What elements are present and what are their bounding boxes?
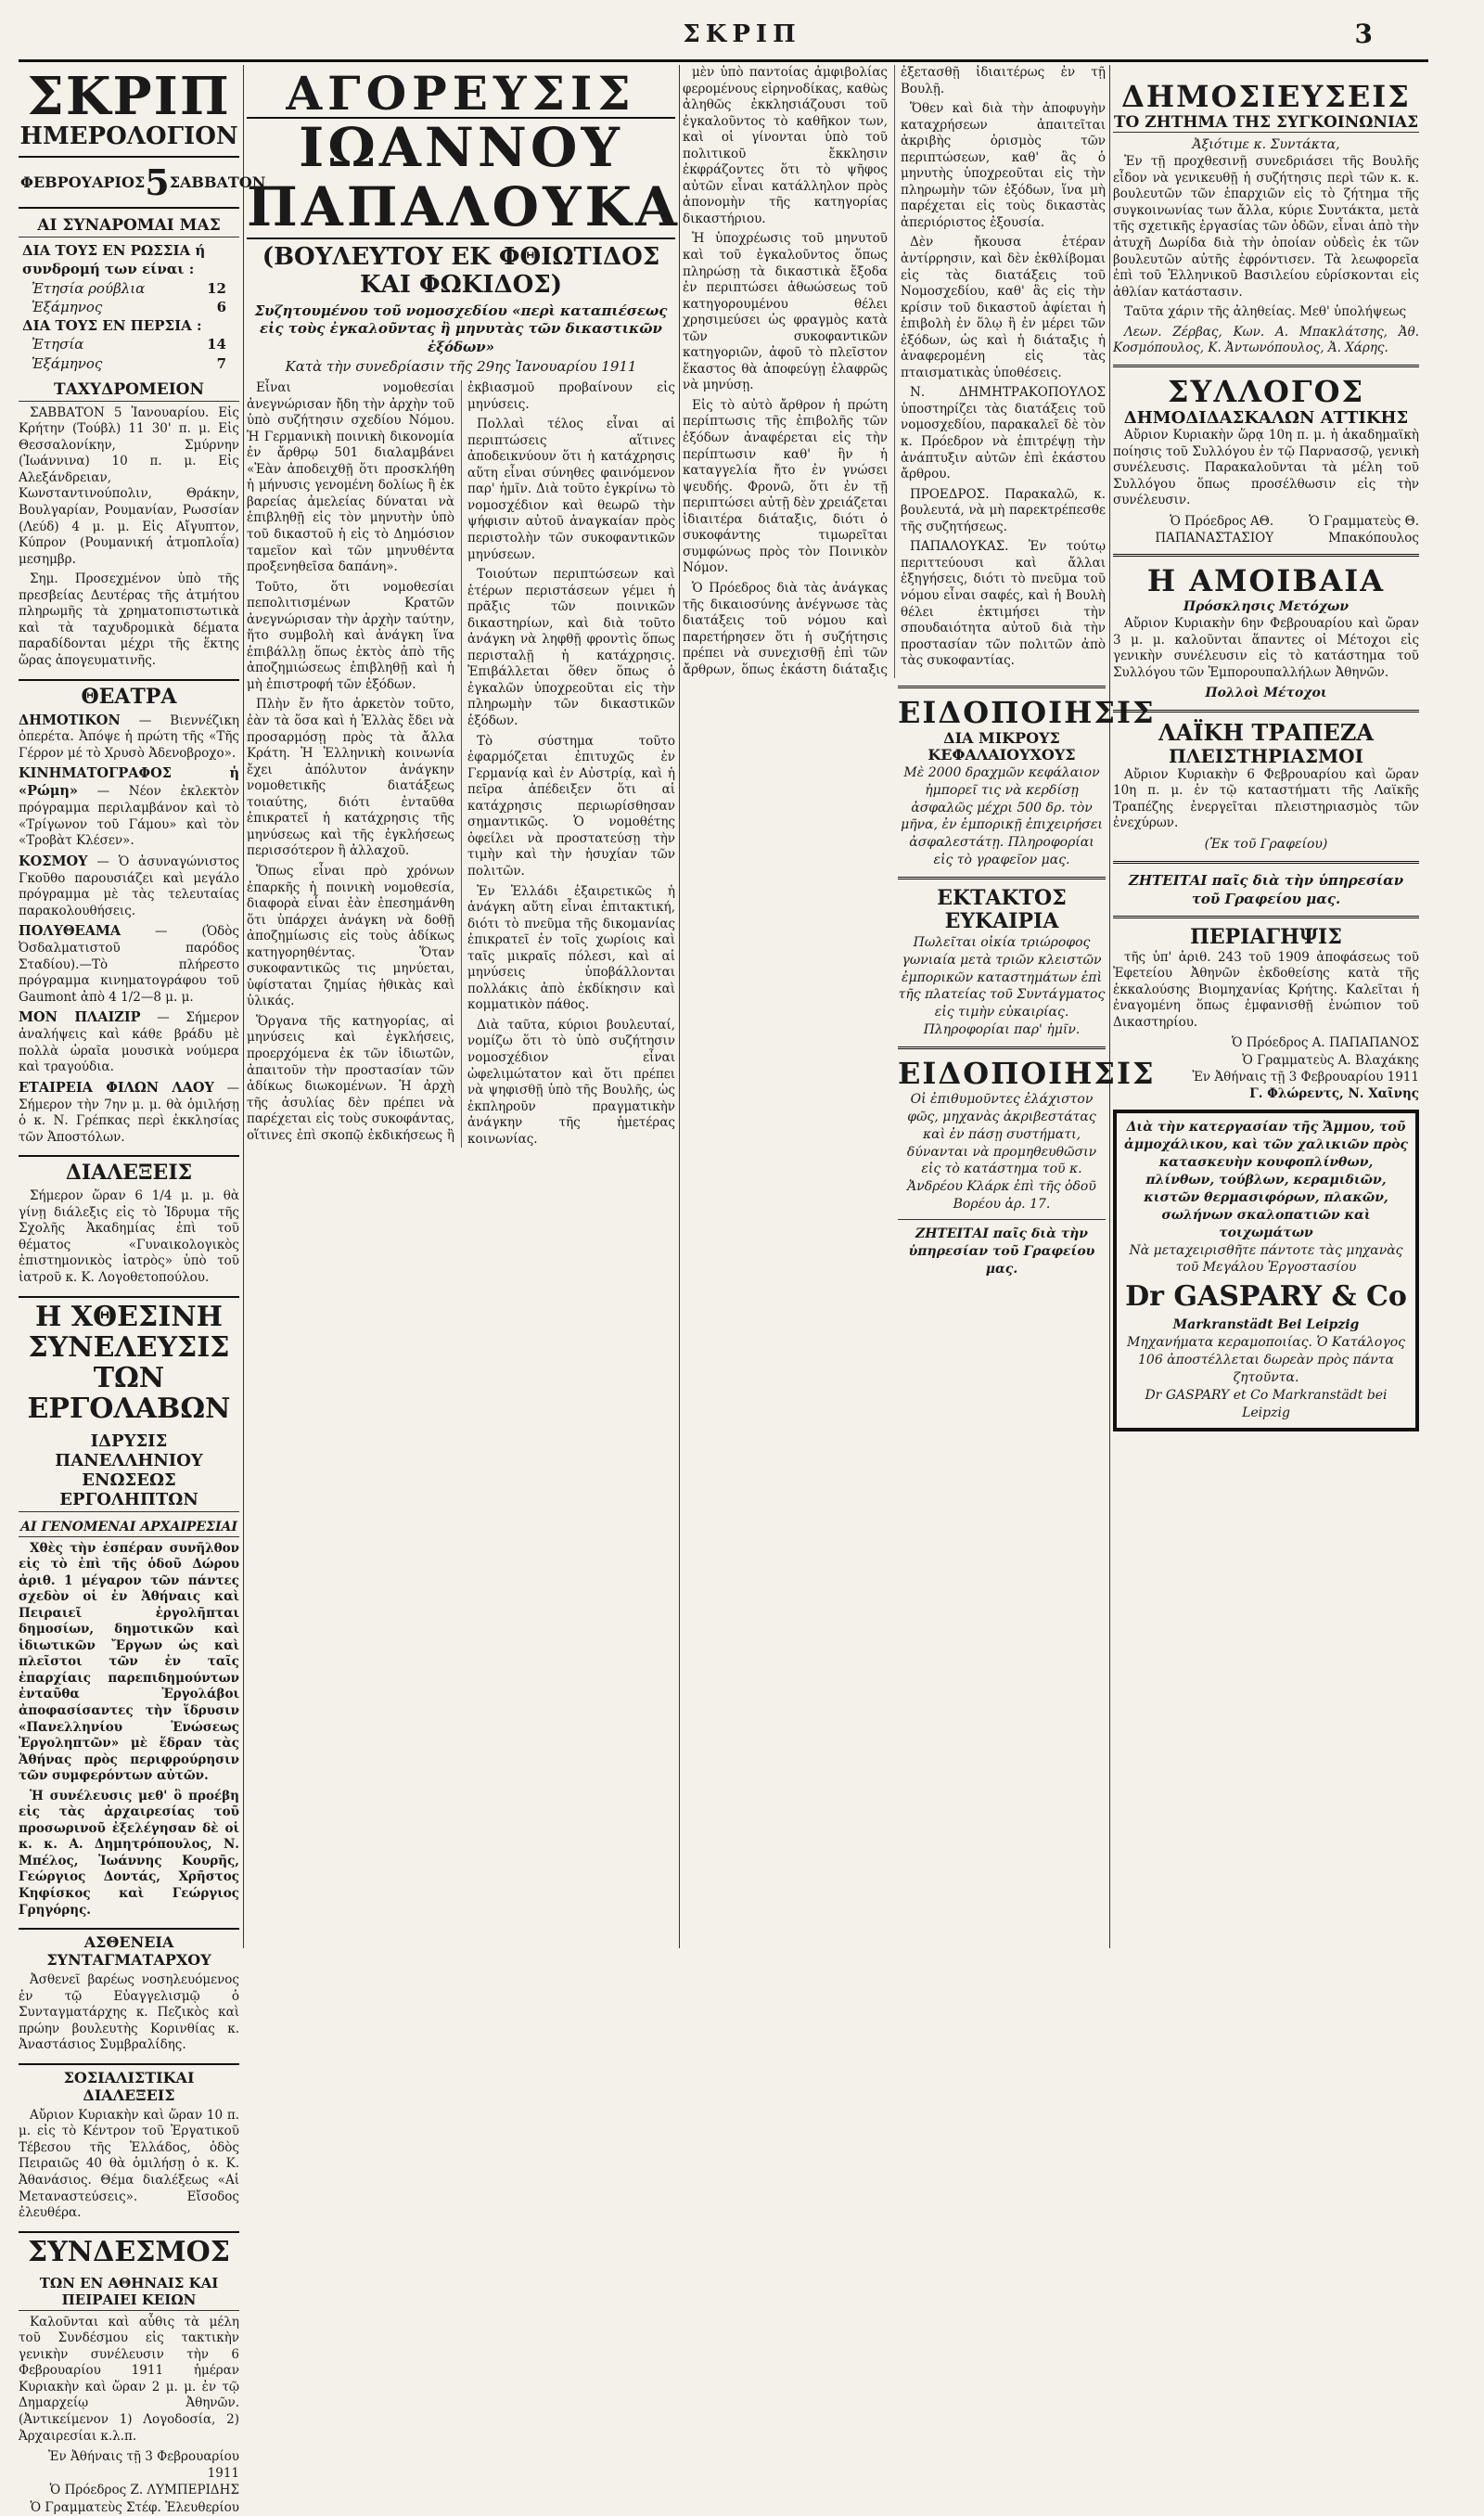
post-title: ΤΑΧΥΔΡΟΜΕΙΟΝ [19, 380, 239, 402]
post-text: ΣΑΒΒΑΤΟΝ 5 Ἰανουαρίου. Εἰς Κρήτην (Τούβλ) 11 30' π. μ. Εἰς Θεσσαλονίκην, Σμύρνην (Ἰωάννινα) 10 π. μ. Εἰς Αλεξάνδρειαν, Κωνσταντινούπολιν, Θράκην, Βουλγαρίαν, Ρουμανίαν, Ρωσσίαν (Λεύδ) 4 μ. μ. Εἰς Αἴγυπτον, Κύπρον (Ρουμανική ἀτμοπλοΐα) μεσημβρ. [19, 404, 239, 567]
union-signatures: Ἐν Ἀθήναις τῇ 3 Φεβρουαρίου 1911 Ὁ Πρόεδρος Ζ. ΛΥΜΠΕΡΙΔΗΣ Ὁ Γραμματεὺς Στέφ. Ἐλευθερίου [30, 2449, 239, 2515]
opportunity-text: Πωλεῖται οἰκία τριώροφος γωνιαία μετὰ τριῶν κλειστῶν ἐμπορικῶν καταστημάτων ἐπὶ τῆς πλατείας τοῦ Συντάγματος εἰς τιμὴν εὐκαιρίας. Πληροφορίαι παρ' ἡμῖν. [898, 934, 1106, 1038]
article-paragraph: Τὸ σύστημα τοῦτο ἐφαρμόζεται ἐπιτυχῶς ἐν Γερμανίᾳ καὶ ἐν Αὐστρίᾳ, καὶ ἡ πεῖρα ἀπέδειξεν ὅτι αἱ κατάχρησις περιωρίσθησαν σημαντικῶς. Ὁ νομοθέτης ὀφείλει νὰ προστατεύσῃ τὴν τιμὴν καὶ τὴν ἡσυχίαν τῶν πολιτῶν. [467, 733, 675, 879]
meeting-subtitle: ΙΔΡΥΣΙΣ ΠΑΝΕΛΛΗΝΙΟΥ ΕΝΩΣΕΩΣ ΕΡΓΟΛΗΠΤΩΝ [19, 1431, 239, 1512]
article-paragraph: Τοιούτων περιπτώσεων καὶ ἑτέρων περιστάσεων γέμει ἡ πρᾶξις τῶν ποινικῶν δικαστηρίων, καὶ διὰ τοῦτο ἀνάγκη νὰ ληφθῇ φροντὶς ὅπως περισταλῇ ἡ κατάχρησις. Ἐπιβάλλεται ὅθεν ὅπως ὁ ἐγκαλῶν ὑποχρεοῦται εἰς τὴν πληρωμὴν τῶν δικαστικῶν ἐξόδων. [467, 567, 675, 729]
top-rule [19, 59, 1428, 62]
weekday: ΣΑΒΒΑΤΟΝ [169, 173, 266, 191]
article-paragraph: Ὅθεν καὶ διὰ τὴν ἀποφυγὴν καταχρήσεων ἀπαιτεῖται ἀκριβὴς ὁρισμὸς τῶν περιπτώσεων, καθ' ἃς ὁ μηνυτὴς ὑποχρεοῦται εἰς τὴν πληρωμὴν τῶν ἐξόδων, ἵνα μὴ παρέχεται εἰς τοὺς δικαστὰς ἀπεριόριστος ἐξουσία. [901, 101, 1106, 230]
publications-heading: ΔΗΜΟΣΙΕΥΣΕΙΣ [1121, 79, 1411, 114]
letter-signatures: Λεων. Ζέρβας, Κων. Α. Μπακλάτσης, Ἀθ. Κοσμόπουλος, Κ. Ἀντωνόπουλος, Ἀ. Χάρης. [1113, 324, 1419, 356]
article-paragraph: Εἶναι νομοθεσίαι ἀνεγνώρισαν ἤδη τὴν ἀρχὴν τοῦ ὑπὸ συζήτησιν σχεδίου Νόμου. Ἡ Γερμανικὴ ποινικὴ δικονομία ἐν ἄρθρῳ 501 διαλαμβάνει «Ἐὰν ἀποδειχθῇ ὅτι προσκλήθη ἡ μήνυσις γενομένη δολίως ἢ ἐκ βαρείας ἀμελείας δύναται νὰ ἐπιβληθῇ εἰς τὸν μηνυτὴν ὑπὸ τοῦ δικαστοῦ ἡ εἰς τὸ Δημόσιον ταμεῖον καὶ τῶν μηνυθέντα προξενηθεῖσα δαπάνη». [247, 380, 454, 575]
brand-city: Markranstädt Bei Leipzig [1172, 1317, 1360, 1333]
letter-salutation: Ἀξιότιμε κ. Συντάκτα, [1192, 137, 1340, 153]
rate-row: Ἑξάμηνος 7 [32, 354, 226, 372]
society-subtitle: ΔΗΜΟΔΙΔΑΣΚΑΛΩΝ ΑΤΤΙΚΗΣ [1123, 407, 1409, 428]
meeting-title: Η ΧΘΕΣΙΝΗ ΣΥΝΕΛΕΥΣΙΣ ΤΩΝ ΕΡΓΟΛΑΒΩΝ [19, 1296, 239, 1424]
summons-signatures: Ὁ Πρόεδρος Α. ΠΑΠΑΠΑΝΟΣ Ὁ Γραμματεὺς Α. Βλαχάκης Ἐν Ἀθήναις τῇ 3 Φεβρουαρίου 1911 Γ. Φλώρεντς, Ν. Χαῖνης [1192, 1035, 1419, 1102]
brand-note: Νὰ μεταχειρισθῆτε πάντοτε τὰς μηχανὰς τοῦ Μεγάλου Ἐργοστασίου [1129, 1242, 1403, 1276]
article-paragraph: Ν. ΔΗΜΗΤΡΑΚΟΠΟΥΛΟΣ ὑποστηρίζει τὰς διατάξεις τοῦ νομοσχεδίου, παρακαλεῖ δὲ τὸν κ. Πρόεδρον νὰ ἐπιτρέψῃ τὴν ἀνάπτυξιν αὐτῶν ἐπὶ ἑκάστου ἄρθρου. [901, 385, 1106, 482]
summons-title: ΠΕΡΙΑΓΗΨΙΣ [1190, 925, 1342, 950]
publications-subheading: ΤΟ ΖΗΤΗΜΑ ΤΗΣ ΣΥΓΚΟΙΝΩΝΙΑΣ [1113, 112, 1419, 132]
union-subtitle: ΤΩΝ ΕΝ ΑΘΗΝΑΙΣ ΚΑΙ ΠΕΙΡΑΙΕΙ ΚΕΙΩΝ [19, 2275, 239, 2311]
theatre-entry: ΚΙΝΗΜΑΤΟΓΡΑΦΟΣ ἡ «Ρώμη» — Νέον ἐκλεκτὸν πρόγραμμα περιλαμβάνον καὶ τὸ «Τρίγωνον τοῦ Γάμου» καὶ τὸν «Τροβὰτ Κλέσεν». [19, 765, 239, 849]
meeting-text: Χθὲς τὴν ἑσπέραν συνῆλθον εἰς τὸ ἐπὶ τῆς ὁδοῦ Δώρου ἀριθ. 1 μέγαρον τῶν πάντες σχεδὸν οἱ ἐν Ἀθήναις καὶ Πειραιεῖ ἐργολῆπται δημοσίων, δημοτικῶν καὶ ἰδιωτικῶν Ἔργων ὡς καὶ πλεῖστοι τῶν ἐν ταῖς ἐπαρχίαις παρεπιδημούντων ἐνταῦθα Ἐργολάβοι ἀποφασίσαντες τὴν ἵδρυσιν «Πανελληνίου Ἑνώσεως Ἐργοληπτῶν» μὲ ἕδραν τὰς Ἀθήνας πρὸς περιφρούρησιν τῶν συμφερόντων αὐτῶν. [19, 1540, 239, 1784]
rate-row: Ἐτησία ρούβλια 12 [32, 279, 226, 297]
gaspary-advertisement [1113, 1110, 1419, 1431]
society-text: Αὔριον Κυριακὴν ὥρᾳ 10η π. μ. ἡ ἀκαδημαϊκὴ ποίησις τοῦ Συλλόγου ἐν τῷ Παρνασσῷ, γενικὴ συνέλευσις. Παρακαλοῦνται τὰ μέλη τοῦ Συλλόγου ὅπως προσέλθωσιν εἰς τὴν συνέλευσιν. [1113, 428, 1419, 508]
social-title: ΣΟΣΙΑΛΙΣΤΙΚΑΙ ΔΙΑΛΕΞΕΙΣ [19, 2063, 239, 2104]
letter-end: Ταῦτα χάριν τῆς ἀληθείας. Μεθ' ὑπολήψεως [1124, 304, 1407, 320]
article-paragraph: Ὅργανα τῆς κατηγορίας, αἱ μηνύσεις καὶ ἐγκλήσεις, προερχόμενα ἐκ τῶν ἰδιωτῶν, ἀπαιτοῦν τὴν προστασίαν τῶν ἀδίκως διωκομένων. Ἡ ἀρχὴ τῆς ἀσυλίας δὲν πρέπει νὰ παρέχεται εἰς τοὺς συκοφάντας, οἵτινες ἐπὶ σκοπῷ ἐκδικήσεως ἢ ἐκβιασμοῦ προβαίνουν εἰς μηνύσεις. [247, 380, 675, 1143]
article-date: Κατὰ τὴν συνεδρίασιν τῆς 29ης Ἰανουαρίου 1911 [285, 358, 637, 376]
article-paragraph: Ὁ Πρόεδρος διὰ τὰς ἀνάγκας τῆς δικαιοσύνης ἀνέγνωσε τὰς διατάξεις τοῦ νόμου καὶ παρετήρησεν ὅτι ἡ συζήτησις πρέπει νὰ συνεχισθῇ ἐπὶ τῶν ἄρθρων, ὅπως ἑκάστη διάταξις ἐξετασθῇ ἰδιαιτέρως ἐν τῇ Βουλῇ. [683, 65, 1106, 677]
column-main-article [247, 65, 681, 1958]
masthead-subtitle: ΗΜΕΡΟΛΟΓΙΟΝ [19, 122, 238, 150]
article-paragraph: Εἰς τὸ αὐτὸ ἄρθρον ἡ πρώτη περίπτωσις τῆς ἐπιβολῆς τῶν ἐξόδων ἀναφέρεται εἰς τὴν περίπτωσιν καθ' ἣν ἡ καταγγελία ἤτο ἐν γνώσει ψευδής. Φρονῶ, ὅτι ἐν τῇ περιπτώσει αὐτῇ δὲν χρειάζεται ἰδιαιτέρα διάταξις, διότι ὁ συκοφάντης τιμωρεῖται συμφώνως πρὸς τὸν Ποινικὸν Νόμον. [683, 397, 888, 576]
union-title: ΣΥΝΔΕΣΜΟΣ [19, 2231, 239, 2267]
article-continued-body [683, 65, 1106, 678]
article-paragraph: Πολλαὶ τέλος εἶναι αἱ περιπτώσεις αἵτινες ἀποδεικνύουν ὅτι ἡ κατάχρησις αὕτη εἶναι σύνηθες φαινόμενον παρ' ἡμῖν. Διὰ τοῦτο ἐγκρίνω τὸ νομοσχέδιον καὶ θεωρῶ τὴν ψήφισιν αὐτοῦ ἀναγκαίαν πρὸς περιστολὴν τῶν συκοφαντικῶν μηνύσεων. [467, 417, 675, 562]
union-text: Καλοῦνται καὶ αὖθις τὰ μέλη τοῦ Συνδέσμου εἰς τακτικὴν γενικὴν συνέλευσιν τὴν 6 Φεβρουαρίου 1911 ἡμέραν Κυριακὴν καὶ ὥραν 2 μ. μ. ἐν τῷ Δημαρχείῳ Ἀθηνῶν. (Ἀντικείμενον 1) Λογοδοσία, 2) Ἀρχαιρεσίαι κ.λ.π. [19, 2314, 239, 2444]
theatre-entry: ΔΗΜΟΤΙΚΟΝ — Βιεννέζικη ὀπερέτα. Ἀπόψε ἡ πρώτη τῆς «Τῆς Γέρρον μέ τὸ Χρυσὸ Ἀδενοβροχο». [19, 712, 239, 761]
column-calendar [19, 65, 266, 2515]
article-paragraph: Ὅπως εἶναι πρὸ χρόνων ἐπαρκῆς ἡ ποινικὴ νομοθεσία, διαφορὰ εἶναι ἐὰν ἐπεσημάνθη ὅτι ὑπάρχει ἀνάγκη νὰ δοθῇ ἀποζημίωσις εἰς τοὺς ἀδίκως κατηγορηθέντας. Ὅταν συκοφαντικῶς τις μηνύεται, ὑφίσταται ζημίας ἠθικὰς καὶ ὑλικάς. [247, 863, 454, 1009]
bank-text: Αὔριον Κυριακὴν 6 Φεβρουαρίου καὶ ὥραν 10η π. μ. ἐν τῷ καταστήματι τῆς Λαϊκῆς Τραπέζης ἐνεργεῖται πλειστηριασμὸς τῶν ἐνεχύρων. [1113, 766, 1419, 831]
bank-title: ΛΑΪΚΗ ΤΡΑΠΕΖΑ [1158, 719, 1374, 747]
meeting-text-2: Ἡ συνέλευσις μεθ' ὃ προέβη εἰς τὰς ἀρχαιρεσίας τοῦ προσωρινοῦ ἐξελέγησαν δὲ οἱ κ. κ. Α. Δημητρόπουλος, Ν. Μπέλος, Ἰωάννης Κουρῆς, Γεώργιος Δοντάς, Χρῆστος Κηφίσκος καὶ Γεώργιος Γρηγόρης. [19, 1788, 239, 1918]
article-paragraph: Δὲν ἤκουσα ἑτέραν ἀντίρρησιν, καὶ δὲν ἐκθλίβομαι εἰς τὰς διατάξεις τοῦ Νομοσχεδίου, καθ' ἃς εἰς τὴν κρίσιν τοῦ δικαστοῦ ἀφίεται ἡ ἐπιβολὴ ἐν ὅλῳ ἢ ἐν μέρει τῶν ἐξόδων, ὡς καὶ ἡ διάταξις ἡ ἀναφερομένη εἰς τὰς πταισματικὰς ὑποθέσεις. [901, 235, 1106, 380]
bank-signature: (Ἐκ τοῦ Γραφείου) [1204, 837, 1328, 852]
article-paragraph: ΠΑΠΑΛΟΥΚΑΣ. Ἐν τούτῳ περιττεύουσι καὶ ἄλλαι ἐξηγήσεις, διότι τὸ πνεῦμα τοῦ νόμου εἶναι σαφές, καὶ ἡ Βουλὴ θέλει ἐκτιμήσει τὴν σπουδαιότητα αὐτοῦ διὰ τὴν προστασίαν τῶν πολιτῶν ἀπὸ τὰς συκοφαντίας. [901, 539, 1106, 669]
post-note: Σημ. Προσεχμένον ὑπὸ τῆς πρεσβείας Δευτέρας τῆς ἀτμήτου πληρωμῆς τὰ χρηματοπιστωτικὰ καὶ τὰ ταχυδρομικὰ δέματα παραδίδονται μέχρι τῆς ἕκτης ὥρας ἀπογευματινῆς. [19, 571, 239, 668]
article-paragraph: Πλὴν ἔν ἤτο ἀρκετὸν τοῦτο, ἐὰν τὰ ὅσα καὶ ἡ Ἑλλὰς ἔδει νὰ προσαρμόσῃ πρὸς τὰ ἄλλα Κράτη. Ἡ Ἑλληνικὴ κοινωνία ἔχει ἀπόλυτον ἀνάγκην νομοθετικῆς διατάξεως τοιαύτης, διότι ἐνταῦθα ἐπικρατεῖ ἡ κατάχρησις τῆς μηνύσεως καὶ τῆς ἐγκλήσεως περισσότερον ἢ ἀλλαχοῦ. [247, 697, 454, 859]
running-title: ΣΚΡΙΠ [683, 20, 801, 48]
mutual-text: Αὔριον Κυριακὴν 6ην Φεβρουαρίου καὶ ὥραν 3 μ. μ. καλοῦνται ἅπαντες οἱ Μέτοχοι εἰς γενικὴν συνέλευσιν εἰς τὸ κατάστημα τοῦ Συλλόγου τῶν Ἐμπορουπαλλήλων Ἀθηνῶν. [1113, 616, 1419, 680]
day-number: 5 [145, 161, 170, 203]
opportunity-title: ΕΚΤΑΚΤΟΣ ΕΥΚΑΙΡΙΑ [937, 886, 1067, 934]
lectures-text: Σήμερον ὥραν 6 1/4 μ. μ. θὰ γίνῃ διάλεξις εἰς τὸ Ἱδρυμα τῆς Σχολῆς Ἀκαδημίας ἐπὶ τοῦ θέματος «Γυναικολογικὸς ἐπιστημονικὸς ἰατρὸς» ὑπὸ τοῦ ἰατροῦ κ. Κ. Λογοθετοπούλου. [19, 1188, 239, 1285]
illness-title: ΑΣΘΕΝΕΙΑ ΣΥΝΤΑΓΜΑΤΑΡΧΟΥ [19, 1928, 239, 1969]
rate-row: Ἑξάμηνος 6 [32, 298, 226, 315]
article-paragraph: Τοῦτο, ὅτι νομοθεσίαι πεπολιτισμένων Κρατῶν ἀνεγνώρισαν τὴν ἀρχὴν ταύτην, ἥτο συμβολὴ καὶ ἀνάγκη ἵνα ἐπιβάλλῃ ὅπως ἐκτὸς ἀπὸ τῆς ἀποζημιώσεως ἐπιβληθῇ καὶ ἡ μὴ ἐπιστροφή τῶν ἐξόδων. [247, 579, 454, 692]
persia-label: ΔΙΑ ΤΟΥΣ ΕΝ ΠΕΡΣΙΑ : [22, 317, 202, 334]
date-bar [19, 156, 266, 209]
article-body [247, 380, 675, 1148]
summons-text: τῆς ὑπ' ἀριθ. 243 τοῦ 1909 ἀποφάσεως τοῦ Ἐφετείου Ἀθηνῶν ἐκδοθείσης κατὰ τῆς ἐκκαλούσης Βιομηχανίας Κρήτης. Καλεῖται ἡ ἐναγομένη ὅπως ἐμφανισθῇ ἐνώπιον τοῦ Δικαστηρίου. [1113, 949, 1419, 1030]
theatres-title: ΘΕΑΤΡΑ [19, 679, 239, 709]
notice-2-text: Οἱ ἐπιθυμοῦντες ἐλάχιστον φῶς, μηχανὰς ἀκριβεστάτας καὶ ἐν πάσῃ συστήματι, δύνανται νὰ προμηθευθῶσιν εἰς τὸ κατάστημα τοῦ κ. Ἀνδρέου Κλάρκ ἐπὶ τῆς ὁδοῦ Βορέου ἀρ. 17. [906, 1091, 1097, 1213]
rates-title: ΑΙ ΣΥΝΑΡΟΜΑΙ ΜΑΣ [19, 216, 239, 237]
bank-subtitle: ΠΛΕΙΣΤΗΡΙΑΣΜΟΙ [1169, 744, 1363, 767]
lectures-title: ΔΙΑΛΕΞΕΙΣ [19, 1155, 239, 1185]
mutual-subtitle: Πρόσκλησις Μετόχων [1183, 599, 1350, 615]
article-subtitle: (ΒΟΥΛΕΥΤΟΥ ΕΚ ΦΘΙΩΤΙΔΟΣ ΚΑΙ ΦΩΚΙΔΟΣ) [262, 242, 660, 299]
column-rule [1109, 65, 1110, 1948]
masthead: ΣΚΡΙΠ [27, 66, 231, 127]
illness-text: Ἀσθενεῖ βαρέως νοσηλευόμενος ἐν τῷ Εὐαγγελισμῷ ὁ Συνταγματάρχης κ. Πεζικὸς καὶ πρώην βουλευτὴς Κορινθίας κ. Ἀναστάσιος Συμβραλίδης. [19, 1972, 239, 2053]
rates-intro: ΔΙΑ ΤΟΥΣ ΕΝ ΡΩΣΣΙΑ ή συνδρομή των είναι : [22, 242, 206, 278]
theatre-entry: ΜΟΝ ΠΛΑΙΖΙΡ — Σήμερον ἀναλήψεις καὶ κάθε βράδυ μὲ πολλὰ ὡραῖα μουσικὰ νούμερα καὶ τραγούδια. [19, 1009, 239, 1075]
mutual-title: Η ΑΜΟΙΒΑΙΑ [1146, 563, 1386, 599]
notice-subtitle: ΔΙΑ ΜΙΚΡΟΥΣ ΚΕΦΑΛΑΙΟΥΧΟΥΣ [928, 729, 1076, 764]
social-text: Αὔριον Κυριακὴν καὶ ὥραν 10 π. μ. εἰς τὸ Κέντρον τοῦ Ἐργατικοῦ Τέβεσου τῆς Ἑλλάδος, ὁδὸς Πειραιῶς 40 θὰ ὁμιλήσῃ ὁ κ. Κ. Ἀθανάσιος. Θέμα διαλέξεως «Αἱ Μεταναστεύσεις». Εἴσοδος ἐλευθέρα. [19, 2107, 239, 2221]
notice-2-title: ΕΙΔΟΠΟΙΗΣΙΣ [898, 1056, 1156, 1092]
notice-title: ΕΙΔΟΠΟΙΗΣΙΣ [898, 695, 1156, 731]
article-title: ΑΓΟΡΕΥΣΙΣ [286, 66, 636, 121]
month: ΦΕΒΡΟΥΑΡΙΟΣ [20, 173, 146, 191]
brand-address: Dr GASPARY et Co Markranstädt bei Leipzig [1145, 1387, 1388, 1420]
wanted-notice: ΖΗΤΕΙΤΑΙ παῖς διὰ τὴν ὑπηρεσίαν τοῦ Γραφείου μας. [908, 1226, 1095, 1277]
brand-name: Dr GASPARY & Co [1125, 1280, 1407, 1314]
meeting-subtitle-2: ΑΙ ΓΕΝΟΜΕΝΑΙ ΑΡΧΑΙΡΕΣΙΑΙ [19, 1520, 239, 1537]
brand-intro: Διὰ τὴν κατεργασίαν τῆς Ἄμμου, τοῦ ἀμμοχάλικου, καὶ τῶν χαλικιῶν πρὸς κατασκευὴν κουφοπλίνθων, πλίνθων, τούβλων, κεραμιδιῶν, κιστῶν θερμασιφόρων, πλακῶν, σωλήνων σκαλοπατιῶν καὶ τοιχωμάτων [1124, 1120, 1408, 1240]
rate-row: Ἐτησία 14 [32, 336, 226, 353]
column-rule [243, 65, 244, 1948]
theatre-entry: ΠΟΛΥΘΕΑΜΑ — (Ὁδὸς Ὀσδαλματιστοῦ παρόδος Σταδίου).—Τὸ πλήρεστο πρόγραμμα κινηματογράφου τοῦ Gaumont ἀπὸ 4 1/2—8 μ. μ. [19, 923, 239, 1005]
brand-tail: Μηχανήματα κεραμοποιίας. Ὁ Κατάλογος 106 ἀποστέλλεται δωρεὰν πρὸς πάντα ζητοῦντα. [1126, 1335, 1405, 1385]
notice-text: Μὲ 2000 δραχμῶν κεφάλαιον ἠμπορεῖ τις νὰ κερδίσῃ ἀσφαλῶς μέχρι 500 δρ. τὸν μῆνα, ἐν ἐμπορικῇ ἐπιχειρήσει ἀσφαλεστάτῃ. Πληροφορίαι εἰς τὸ γραφεῖον μας. [901, 764, 1103, 868]
society-title: ΣΥΛΛΟΓΟΣ [1167, 373, 1365, 409]
theatre-entry: ΕΤΑΙΡΕΙΑ ΦΙΛΩΝ ΛΑΟΥ — Σήμερον τὴν 7ην μ. μ. θὰ ὁμιλήσῃ ὁ κ. Ν. Γρέπκας περὶ ἐκκλησίας τῶν Ἀποστόλων. [19, 1079, 239, 1145]
column-notices [1113, 65, 1419, 1958]
society-signatures: Ὁ Πρόεδρος ΑΘ. ΠΑΠΑΝΑΣΤΑΣΙΟΥ Ὁ Γραμματεὺς Θ. Μπακόπουλος [1155, 514, 1419, 546]
mutual-signature: Πολλοὶ Μέτοχοι [1205, 686, 1327, 701]
article-name: ΙΩΑΝΝΟΥ ΠΑΠΑΛΟΥΚΑ [247, 116, 681, 238]
column-rule [679, 65, 680, 1948]
article-paragraph: ΠΡΟΕΔΡΟΣ. Παρακαλῶ, κ. βουλευτά, νὰ μὴ παρεκτρέπεσθε τῆς συζητήσεως. [901, 486, 1106, 534]
article-paragraph: Ἡ ὑποχρέωσις τοῦ μηνυτοῦ καὶ τοῦ ἐγκαλοῦντος ὅπως πληρώσῃ τὰ δικαστικὰ ἔξοδα ἐν περιπτώσει ἀθωώσεως τοῦ κατηγορουμένου θέλει χρησιμεύσει ὡς φραγμὸς κατὰ τῶν συκοφαντικῶν κατηγοριῶν, ἀφοῦ τὸ πλεῖστον ἕκαστος θὰ ἀποφεύγῃ ἐλαφρῶς νὰ μηνύσῃ. [683, 231, 888, 393]
column-article-continued [683, 65, 1156, 1958]
page-number: 3 [1354, 19, 1373, 49]
wanted-notice: ΖΗΤΕΙΤΑΙ παῖς διὰ τὴν ὑπηρεσίαν τοῦ Γραφείου μας. [1128, 871, 1404, 908]
article-paragraph: Ἐν Ἑλλάδι ἐξαιρετικῶς ἡ ἀνάγκη αὕτη εἶναι ἐπιτακτική, διότι τὸ πνεῦμα τῆς δικομανίας ἐπικρατεῖ ἐν τοῖς χωρίοις καὶ ταῖς μικραῖς πόλεσι, καὶ αἱ μηνύσεις ὑποβάλλονται πολλάκις ἀπὸ ἐκδίκησιν καὶ κομματικὸν πάθος. [467, 883, 675, 1013]
article-paragraph: Διὰ ταῦτα, κύριοι βουλευταί, νομίζω ὅτι τὸ ὑπὸ συζήτησιν νομοσχέδιον εἶναι ὠφελιμώτατον καὶ ὅτι πρέπει νὰ ψηφισθῇ ὑπὸ τῆς Βουλῆς, ὡς ἐκπληροῦν πραγματικὴν ἀνάγκην τῆς ἡμετέρας κοινωνίας. [467, 1017, 675, 1147]
letter-text: Ἐν τῇ προχθεσινῇ συνεδριάσει τῆς Βουλῆς εἶδον νὰ γενικευθῇ ἡ συζήτησις περὶ τῶν κ. κ. βουλευτῶν τῶν ἐπαρχιῶν εἰς τὸ ζήτημα τῆς συγκοινωνίας των ἄλλα, κύριε Συντάκτα, μετὰ τῆς σχετικῆς ἐργασίας τῶν ὁδῶν, εἶναι ἀπὸ τὴν ἀτυχῆ Δωρίδα διὰ τὴν ὁποίαν οὐδεὶς ἐκ τῶν βουλευτῶν αὐτῆς ἐφρόντισεν. Τὰ λεωφορεῖα ἐπὶ τοῦ Ἑλληνικοῦ Βασιλείου εὑρίσκονται εἰς ἀθλίαν κατάστασιν. [1113, 154, 1419, 300]
article-lede: Συζητουμένου τοῦ νομοσχεδίου «περὶ καταπιέσεως εἰς τοὺς ἐγκαλοῦντας ἢ μηνυτὰς τῶν δικαστικῶν ἐξόδων» [254, 302, 668, 355]
theatre-entry: ΚΟΣΜΟΥ — Ὁ ἀσυναγώνιστος Γκοῦθο παρουσιάζει καὶ μεγάλο πρόγραμμα μὲ τὰς τελευταίας παρακολουθήσεις. [19, 853, 239, 918]
article-paragraph: μὲν ὑπὸ παντοίας ἀμφιβολίας φερομένους εἰρηνοδίκας, καθὼς ἀληθῶς ἐκκλησιάζουσι τοῦ ἐγκαλοῦντος τὸ καθῆκον των, καὶ οἱ γίνονται ὑπὸ τοῦ πολιτικοῦ ἔκκλησιν ἐκφράζοντες ὅτι τὸ ψῆφος αὐτῶν εἶναι κατάλληλον πρὸς ἀπονομὴν τῆς κατηγορίας δικαστήριου. [683, 65, 888, 226]
